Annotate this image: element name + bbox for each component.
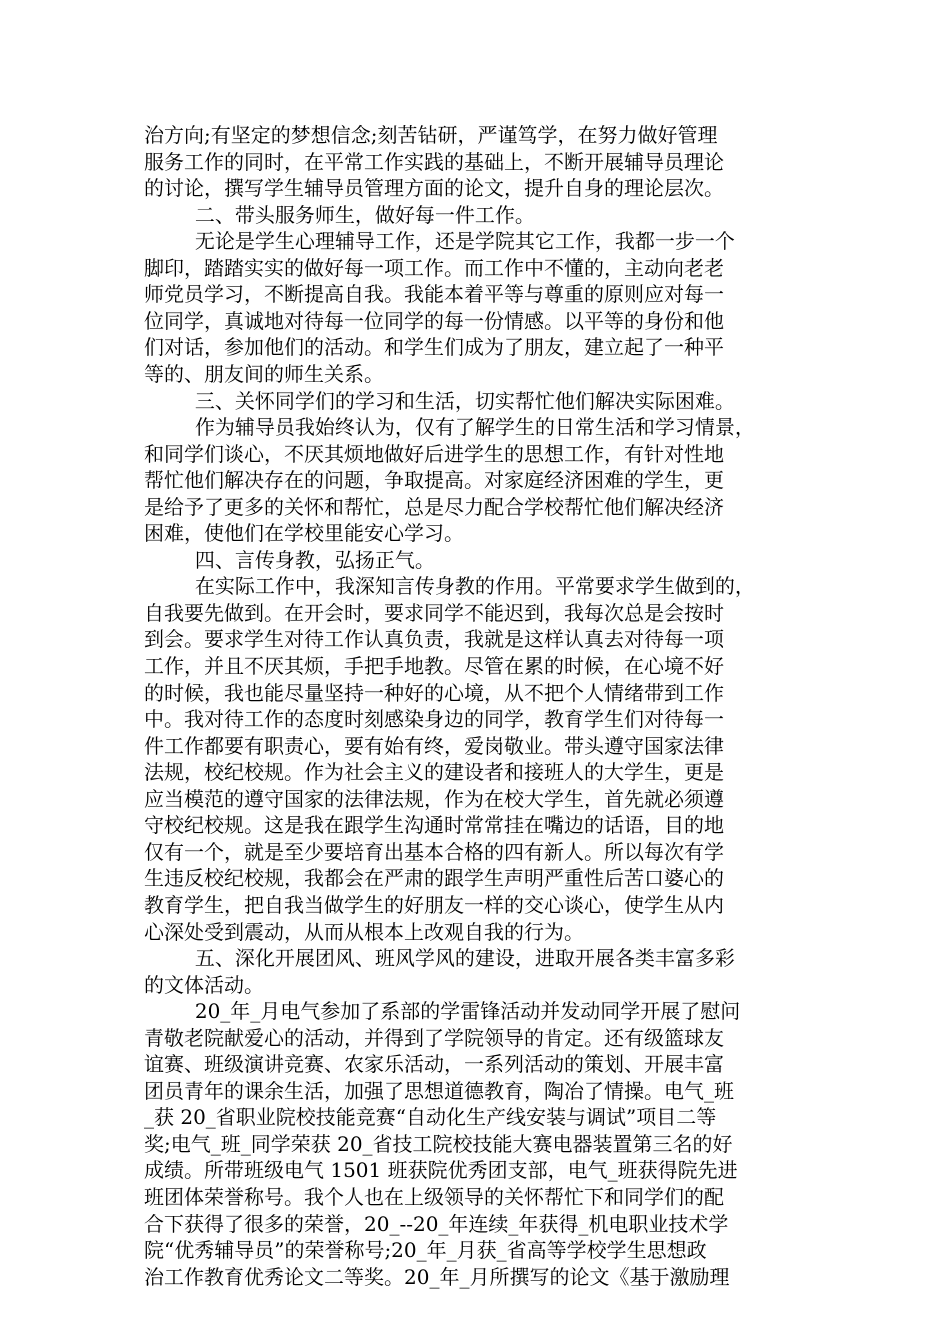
text-line: 等的、朋友间的师生关系。 xyxy=(144,361,384,386)
text-line: 件工作都要有职责心，要有始有终，爱岗敬业。带头遵守国家法律 xyxy=(144,733,724,758)
text-line: 治工作教育优秀论文二等奖。20_年_月所撰写的论文《基于激励理 xyxy=(144,1264,730,1289)
text-line: 中。我对待工作的态度时刻感染身边的同学，教育学生们对待每一 xyxy=(144,707,724,732)
text-line: 脚印，踏踏实实的做好每一项工作。而工作中不懂的，主动向老老 xyxy=(144,255,724,280)
text-line: 心深处受到震动，从而从根本上改观自我的行为。 xyxy=(144,919,584,944)
text-line: 和同学们谈心，不厌其烦地做好后进学生的思想工作，有针对性地 xyxy=(144,441,724,466)
text-line: 位同学，真诚地对待每一位同学的每一份情感。以平等的身份和他 xyxy=(144,308,724,333)
text-line: 到会。要求学生对待工作认真负责，我就是这样认真去对待每一项 xyxy=(144,627,724,652)
text-line: 生违反校纪校规，我都会在严肃的跟学生声明严重性后苦口婆心的 xyxy=(144,866,724,891)
text-line: 作为辅导员我始终认为，仅有了解学生的日常生活和学习情景， xyxy=(144,415,755,440)
text-line: 仅有一个，就是至少要培育出基本合格的四有新人。所以每次有学 xyxy=(144,839,724,864)
text-line: 院“优秀辅导员”的荣誉称号;20_年_月获_省高等学校学生思想政 xyxy=(144,1238,707,1263)
text-line: _获 20_省职业院校技能竞赛“自动化生产线安装与调试”项目二等 xyxy=(144,1105,717,1130)
text-line: 在实际工作中，我深知言传身教的作用。平常要求学生做到的， xyxy=(144,574,755,599)
text-line: 的文体活动。 xyxy=(144,972,264,997)
text-line: 是给予了更多的关怀和帮忙，总是尽力配合学校帮忙他们解决经济 xyxy=(144,494,724,519)
text-line: 团员青年的课余生活，加强了思想道德教育，陶冶了情操。电气_班 xyxy=(144,1078,734,1103)
text-line: 自我要先做到。在开会时，要求同学不能迟到，我每次总是会按时 xyxy=(144,600,724,625)
text-line: 班团体荣誉称号。我个人也在上级领导的关怀帮忙下和同学们的配 xyxy=(144,1185,724,1209)
text-line: 工作，并且不厌其烦，手把手地教。尽管在累的时候，在心境不好 xyxy=(144,654,724,678)
text-line: 的时候，我也能尽量坚持一种好的心境，从不把个人情绪带到工作 xyxy=(144,680,724,705)
text-line: 三、关怀同学们的学习和生活，切实帮忙他们解决实际困难。 xyxy=(144,388,735,413)
text-line: 服务工作的同时，在平常工作实践的基础上，不断开展辅导员理论 xyxy=(144,149,724,174)
text-line: 四、言传身教，弘扬正气。 xyxy=(144,547,435,572)
text-line: 教育学生，把自我当做学生的好朋友一样的交心谈心，使学生从内 xyxy=(144,892,724,917)
text-line: 二、带头服务师生，做好每一件工作。 xyxy=(144,202,535,227)
text-line: 应当模范的遵守国家的法律法规，作为在校大学生，首先就必须遵 xyxy=(144,786,724,811)
text-line: 师党员学习，不断提高自我。我能本着平等与尊重的原则应对每一 xyxy=(144,282,724,307)
text-line: 20_年_月电气参加了系部的学雷锋活动并发动同学开展了慰问 xyxy=(144,999,741,1024)
text-line: 无论是学生心理辅导工作，还是学院其它工作，我都一步一个 xyxy=(144,229,735,254)
text-line: 的讨论，撰写学生辅导员管理方面的论文，提升自身的理论层次。 xyxy=(144,176,724,201)
text-line: 帮忙他们解决存在的问题，争取提高。对家庭经济困难的学生，更 xyxy=(144,468,724,493)
text-line: 五、深化开展团风、班风学风的建设，进取开展各类丰富多彩 xyxy=(144,946,735,971)
text-line: 谊赛、班级演讲竞赛、农家乐活动，一系列活动的策划、开展丰富 xyxy=(144,1052,724,1077)
text-line: 奖;电气_班_同学荣获 20_省技工院校技能大赛电器装置第三名的好 xyxy=(144,1131,733,1156)
text-line: 守校纪校规。这是我在跟学生沟通时常常挂在嘴边的话语，目的地 xyxy=(144,813,724,838)
text-line: 青敬老院献爱心的活动，并得到了学院领导的肯定。还有级篮球友 xyxy=(144,1025,724,1050)
text-line: 们对话，参加他们的活动。和学生们成为了朋友，建立起了一种平 xyxy=(144,335,724,360)
text-line: 成绩。所带班级电气 1501 班获院优秀团支部，电气_班获得院先进 xyxy=(144,1158,738,1183)
text-line: 治方向;有坚定的梦想信念;刻苦钻研，严谨笃学，在努力做好管理 xyxy=(144,123,718,147)
text-line: 法规，校纪校规。作为社会主义的建设者和接班人的大学生，更是 xyxy=(144,760,724,785)
text-line: 困难，使他们在学校里能安心学习。 xyxy=(144,521,464,546)
text-line: 合下获得了很多的荣誉，20_--20_年连续_年获得_机电职业技术学 xyxy=(144,1211,729,1236)
